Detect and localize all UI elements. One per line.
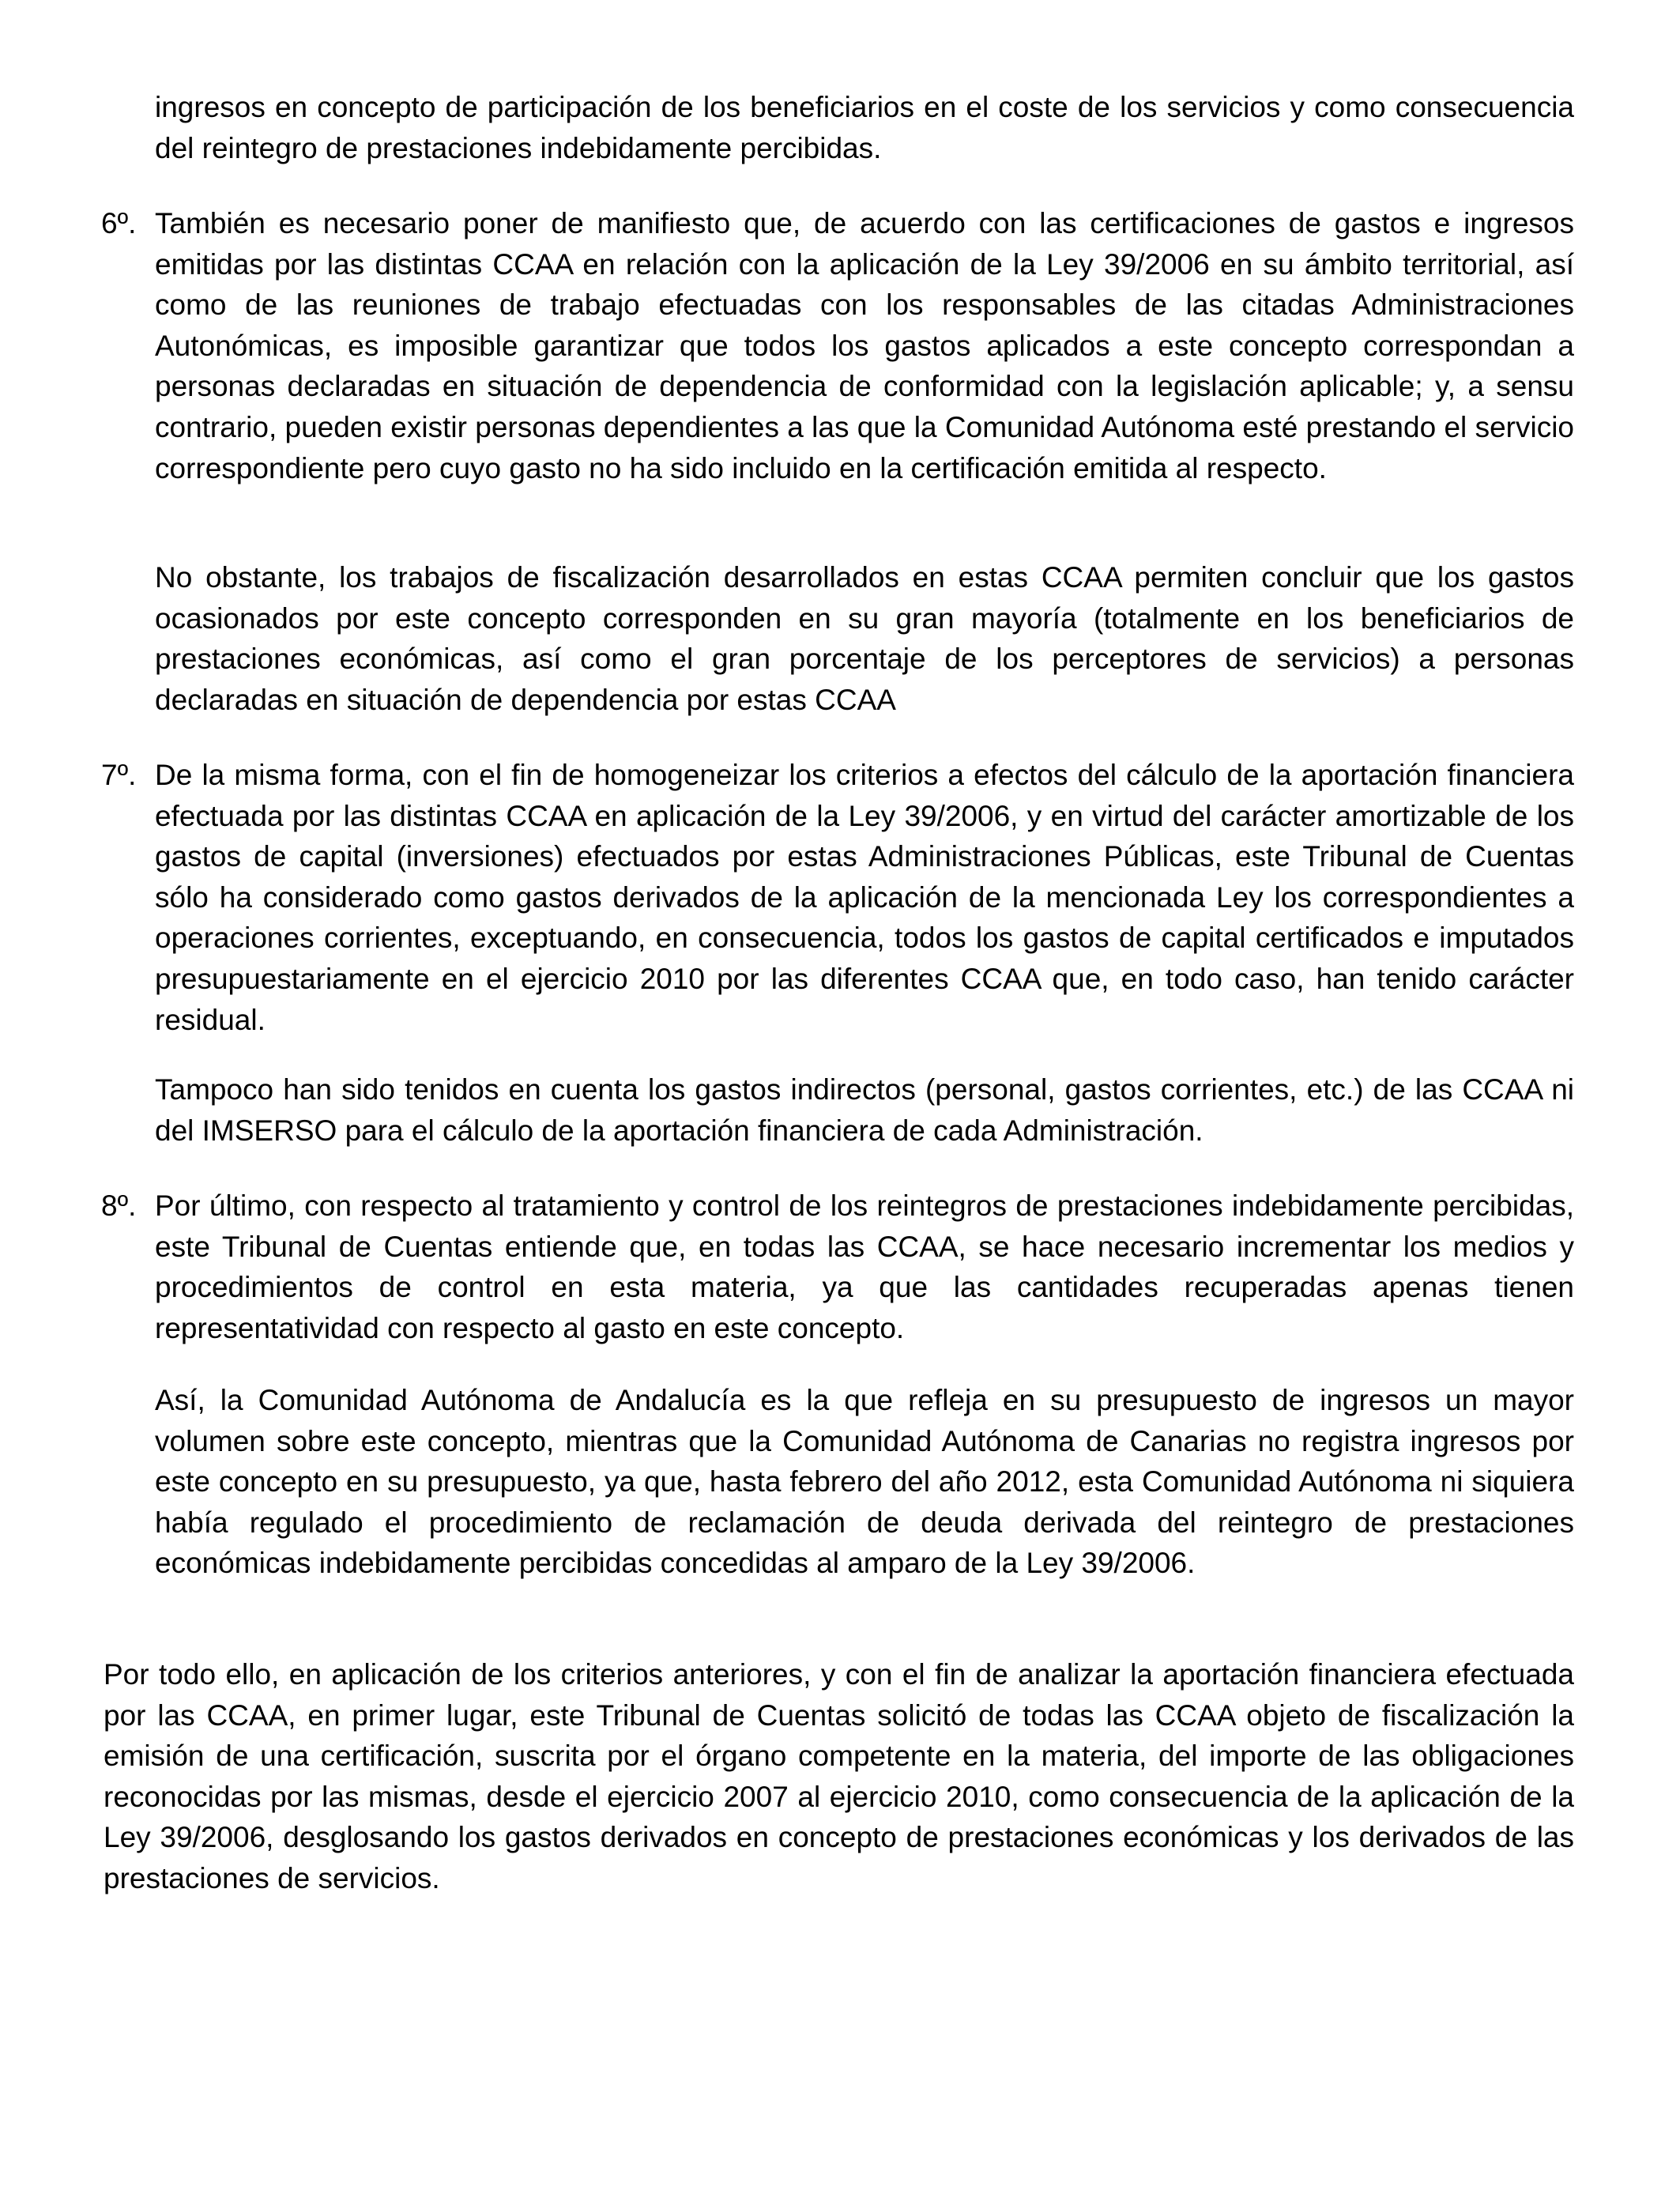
item-7-paragraph-1: De la misma forma, con el fin de homogeneizar los criterios a efectos del cálculo de la aportación financiera efectuada por las distintas CCAA en aplicación de la Ley 39/2006, y en virtud del carácter amortizable de los gastos de capital (inversiones) efectuados por estas Administraciones Públicas, este Tribunal de Cuentas sólo ha considerado como gastos derivados de la aplicación de la mencionada Ley los correspondientes a operaciones corrientes, exceptuando, en consecuencia, todos los gastos de capital certificados e imputados presupuestariamente en el ejercicio 2010 por las diferentes CCAA que, en todo caso, han tenido carácter residual.	[155, 759, 1574, 1036]
item-6-paragraph-2: No obstante, los trabajos de fiscalización desarrollados en estas CCAA permiten concluir que los gastos ocasionados por este concepto corresponden en su gran mayoría (totalmente en los beneficiarios de prestaciones económicas, así como el gran porcentaje de los perceptores de servicios) a personas declaradas en situación de dependencia por estas CCAA	[155, 561, 1574, 716]
item-7-paragraph-2: Tampoco han sido tenidos en cuenta los gastos indirectos (personal, gastos corrientes, etc.) de las CCAA ni del IMSERSO para el cálculo de la aportación financiera de cada Administración.	[155, 1073, 1574, 1147]
closing-paragraph: Por todo ello, en aplicación de los criterios anteriores, y con el fin de analizar la aportación financiera efectuada por las CCAA, en primer lugar, este Tribunal de Cuentas solicitó de todas las CCAA objeto de fiscalización la emisión de una certificación, suscrita por el órgano competente en la materia, del importe de las obligaciones reconocidas por las mismas, desde el ejercicio 2007 al ejercicio 2010, como consecuencia de la aplicación de la Ley 39/2006, desglosando los gastos derivados en concepto de prestaciones económicas y los derivados de las prestaciones de servicios.	[104, 1658, 1574, 1894]
item-6-paragraph-1: También es necesario poner de manifiesto que, de acuerdo con las certificaciones de gastos e ingresos emitidas por las distintas CCAA en relación con la aplicación de la Ley 39/2006 en su ámbito territorial, así como de las reuniones de trabajo efectuadas con los responsables de las citadas Administraciones Autonómicas, es imposible garantizar que todos los gastos aplicados a este concepto correspondan a personas declaradas en situación de dependencia de conformidad con la legislación aplicable; y, a sensu contrario, pueden existir personas dependientes a las que la Comunidad Autónoma esté prestando el servicio correspondiente pero cuyo gasto no ha sido incluido en la certificación emitida al respecto.	[155, 207, 1574, 484]
item-number-8: 8º.	[101, 1189, 137, 1222]
item-number-7: 7º.	[101, 759, 137, 791]
item-8-paragraph-2: Así, la Comunidad Autónoma de Andalucía es la que refleja en su presupuesto de ingresos un mayor volumen sobre este concepto, mientras que la Comunidad Autónoma de Canarias no registra ingresos por este concepto en su presupuesto, ya que, hasta febrero del año 2012, esta Comunidad Autónoma ni siquiera había regulado el procedimiento de reclamación de deuda derivada del reintegro de prestaciones económicas indebidamente percibidas concedidas al amparo de la Ley 39/2006.	[155, 1384, 1574, 1580]
item-number-6: 6º.	[101, 207, 137, 239]
item-8-paragraph-1: Por último, con respecto al tratamiento y control de los reintegros de prestaciones indebidamente percibidas, este Tribunal de Cuentas entiende que, en todas las CCAA, se hace necesario incrementar los medios y procedimientos de control en esta materia, ya que las cantidades recuperadas apenas tienen representatividad con respecto al gasto en este concepto.	[155, 1189, 1574, 1344]
continuation-paragraph: ingresos en concepto de participación de los beneficiarios en el coste de los servicios y como consecuencia del reintegro de prestaciones indebidamente percibidas.	[155, 91, 1574, 164]
